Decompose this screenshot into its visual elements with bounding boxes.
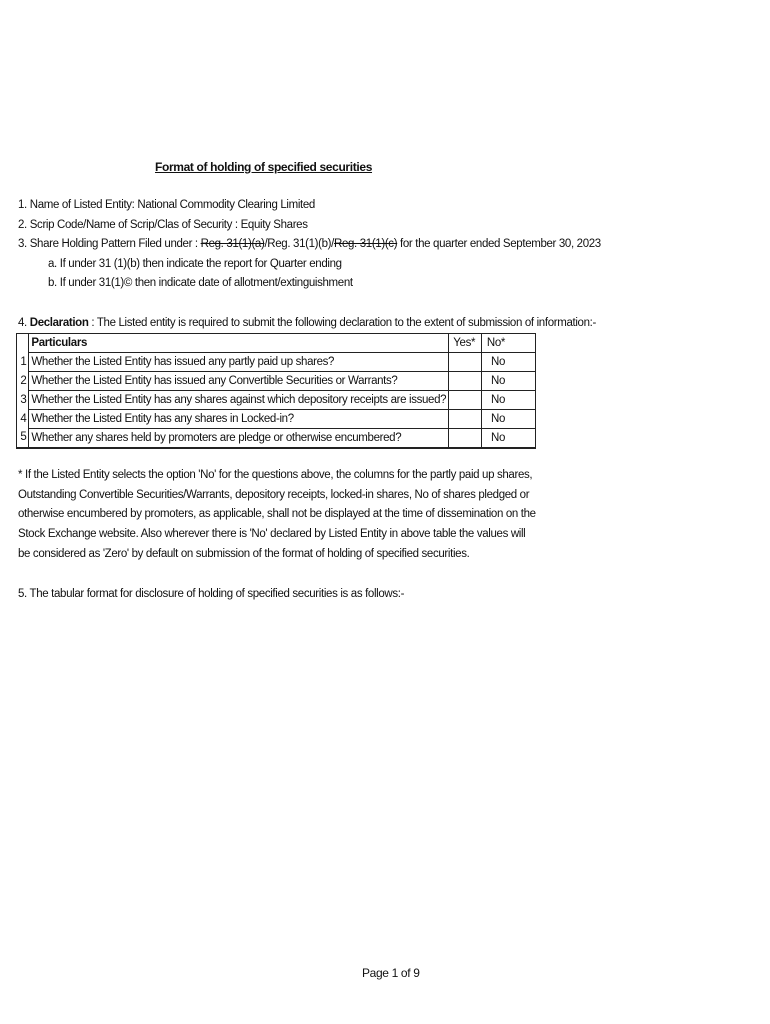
row-yes: [449, 410, 482, 429]
table-header-row: [17, 334, 536, 353]
listed-entity-name: 1. Name of Listed Entity: National Commodity Clearing Limited: [18, 199, 315, 211]
table-row: [17, 372, 536, 391]
table-row: [17, 410, 536, 429]
row-yes: [449, 372, 482, 391]
header-particulars: Particulars: [29, 334, 449, 353]
page-title: Format of holding of specified securities: [155, 160, 373, 174]
regulation-b: /Reg. 31(1)(b)/: [264, 238, 334, 250]
header-yes: Yes*: [449, 334, 482, 353]
table-row: [17, 353, 536, 372]
sub-item-b: b. If under 31(1)© then indicate date of allotment/extinguishment: [48, 277, 353, 289]
row-no: No: [482, 391, 536, 410]
row-yes: [449, 353, 482, 372]
declaration-table: [16, 333, 536, 449]
row-particular: Whether the Listed Entity has issued any partly paid up shares?: [29, 353, 449, 372]
shareholding-pattern-prefix: 3. Share Holding Pattern Filed under :: [18, 238, 201, 250]
header-no: No*: [482, 334, 536, 353]
row-particular: Whether the Listed Entity has any shares in Locked-in?: [29, 410, 449, 429]
row-number: 5: [17, 429, 29, 449]
declaration-intro: [18, 317, 596, 329]
declaration-label: Declaration: [29, 317, 89, 329]
row-number: 2: [17, 372, 29, 391]
sub-item-a: a. If under 31 (1)(b) then indicate the report for Quarter ending: [48, 258, 342, 270]
row-no: No: [482, 353, 536, 372]
struck-regulation-a: Reg. 31(1)(a): [200, 238, 265, 250]
row-particular: Whether any shares held by promoters are pledge or otherwise encumbered?: [29, 429, 449, 449]
row-yes: [449, 429, 482, 449]
row-no: No: [482, 372, 536, 391]
row-no: No: [482, 429, 536, 449]
table-row: [17, 429, 536, 449]
shareholding-pattern-line: [18, 238, 601, 250]
quarter-ended: for the quarter ended September 30, 2023: [397, 238, 601, 250]
tabular-format-intro: 5. The tabular format for disclosure of holding of specified securities is as follows:-: [18, 588, 405, 600]
table-row: [17, 391, 536, 410]
header-num-cell: [17, 334, 29, 353]
struck-regulation-c: Reg. 31(1)(c): [333, 238, 398, 250]
disclosure-note: * If the Listed Entity selects the option 'No' for the questions above, the columns for the partly paid up shares, Outstanding Convertible Securities/Warrants, depository receipts, locked-in shares, No of shares pledged or otherwise encumbered by promoters, as applicable, shall not be displayed at the time of dissemination on the Stock Exchange website. Also wherever there is 'No' declared by Listed Entity in above table the values will be considered as 'Zero' by default on submission of the format of holding of specified securities.: [18, 469, 536, 560]
row-number: 3: [17, 391, 29, 410]
declaration-number: 4.: [18, 317, 30, 329]
scrip-code: 2. Scrip Code/Name of Scrip/Clas of Security : Equity Shares: [18, 219, 308, 231]
row-particular: Whether the Listed Entity has issued any Convertible Securities or Warrants?: [29, 372, 449, 391]
row-no: No: [482, 410, 536, 429]
page-number: Page 1 of 9: [362, 966, 420, 980]
declaration-text: : The Listed entity is required to submit the following declaration to the extent of submission of information:-: [88, 317, 596, 329]
row-number: 1: [17, 353, 29, 372]
row-number: 4: [17, 410, 29, 429]
row-yes: [449, 391, 482, 410]
row-particular: Whether the Listed Entity has any shares against which depository receipts are issued?: [29, 391, 449, 410]
